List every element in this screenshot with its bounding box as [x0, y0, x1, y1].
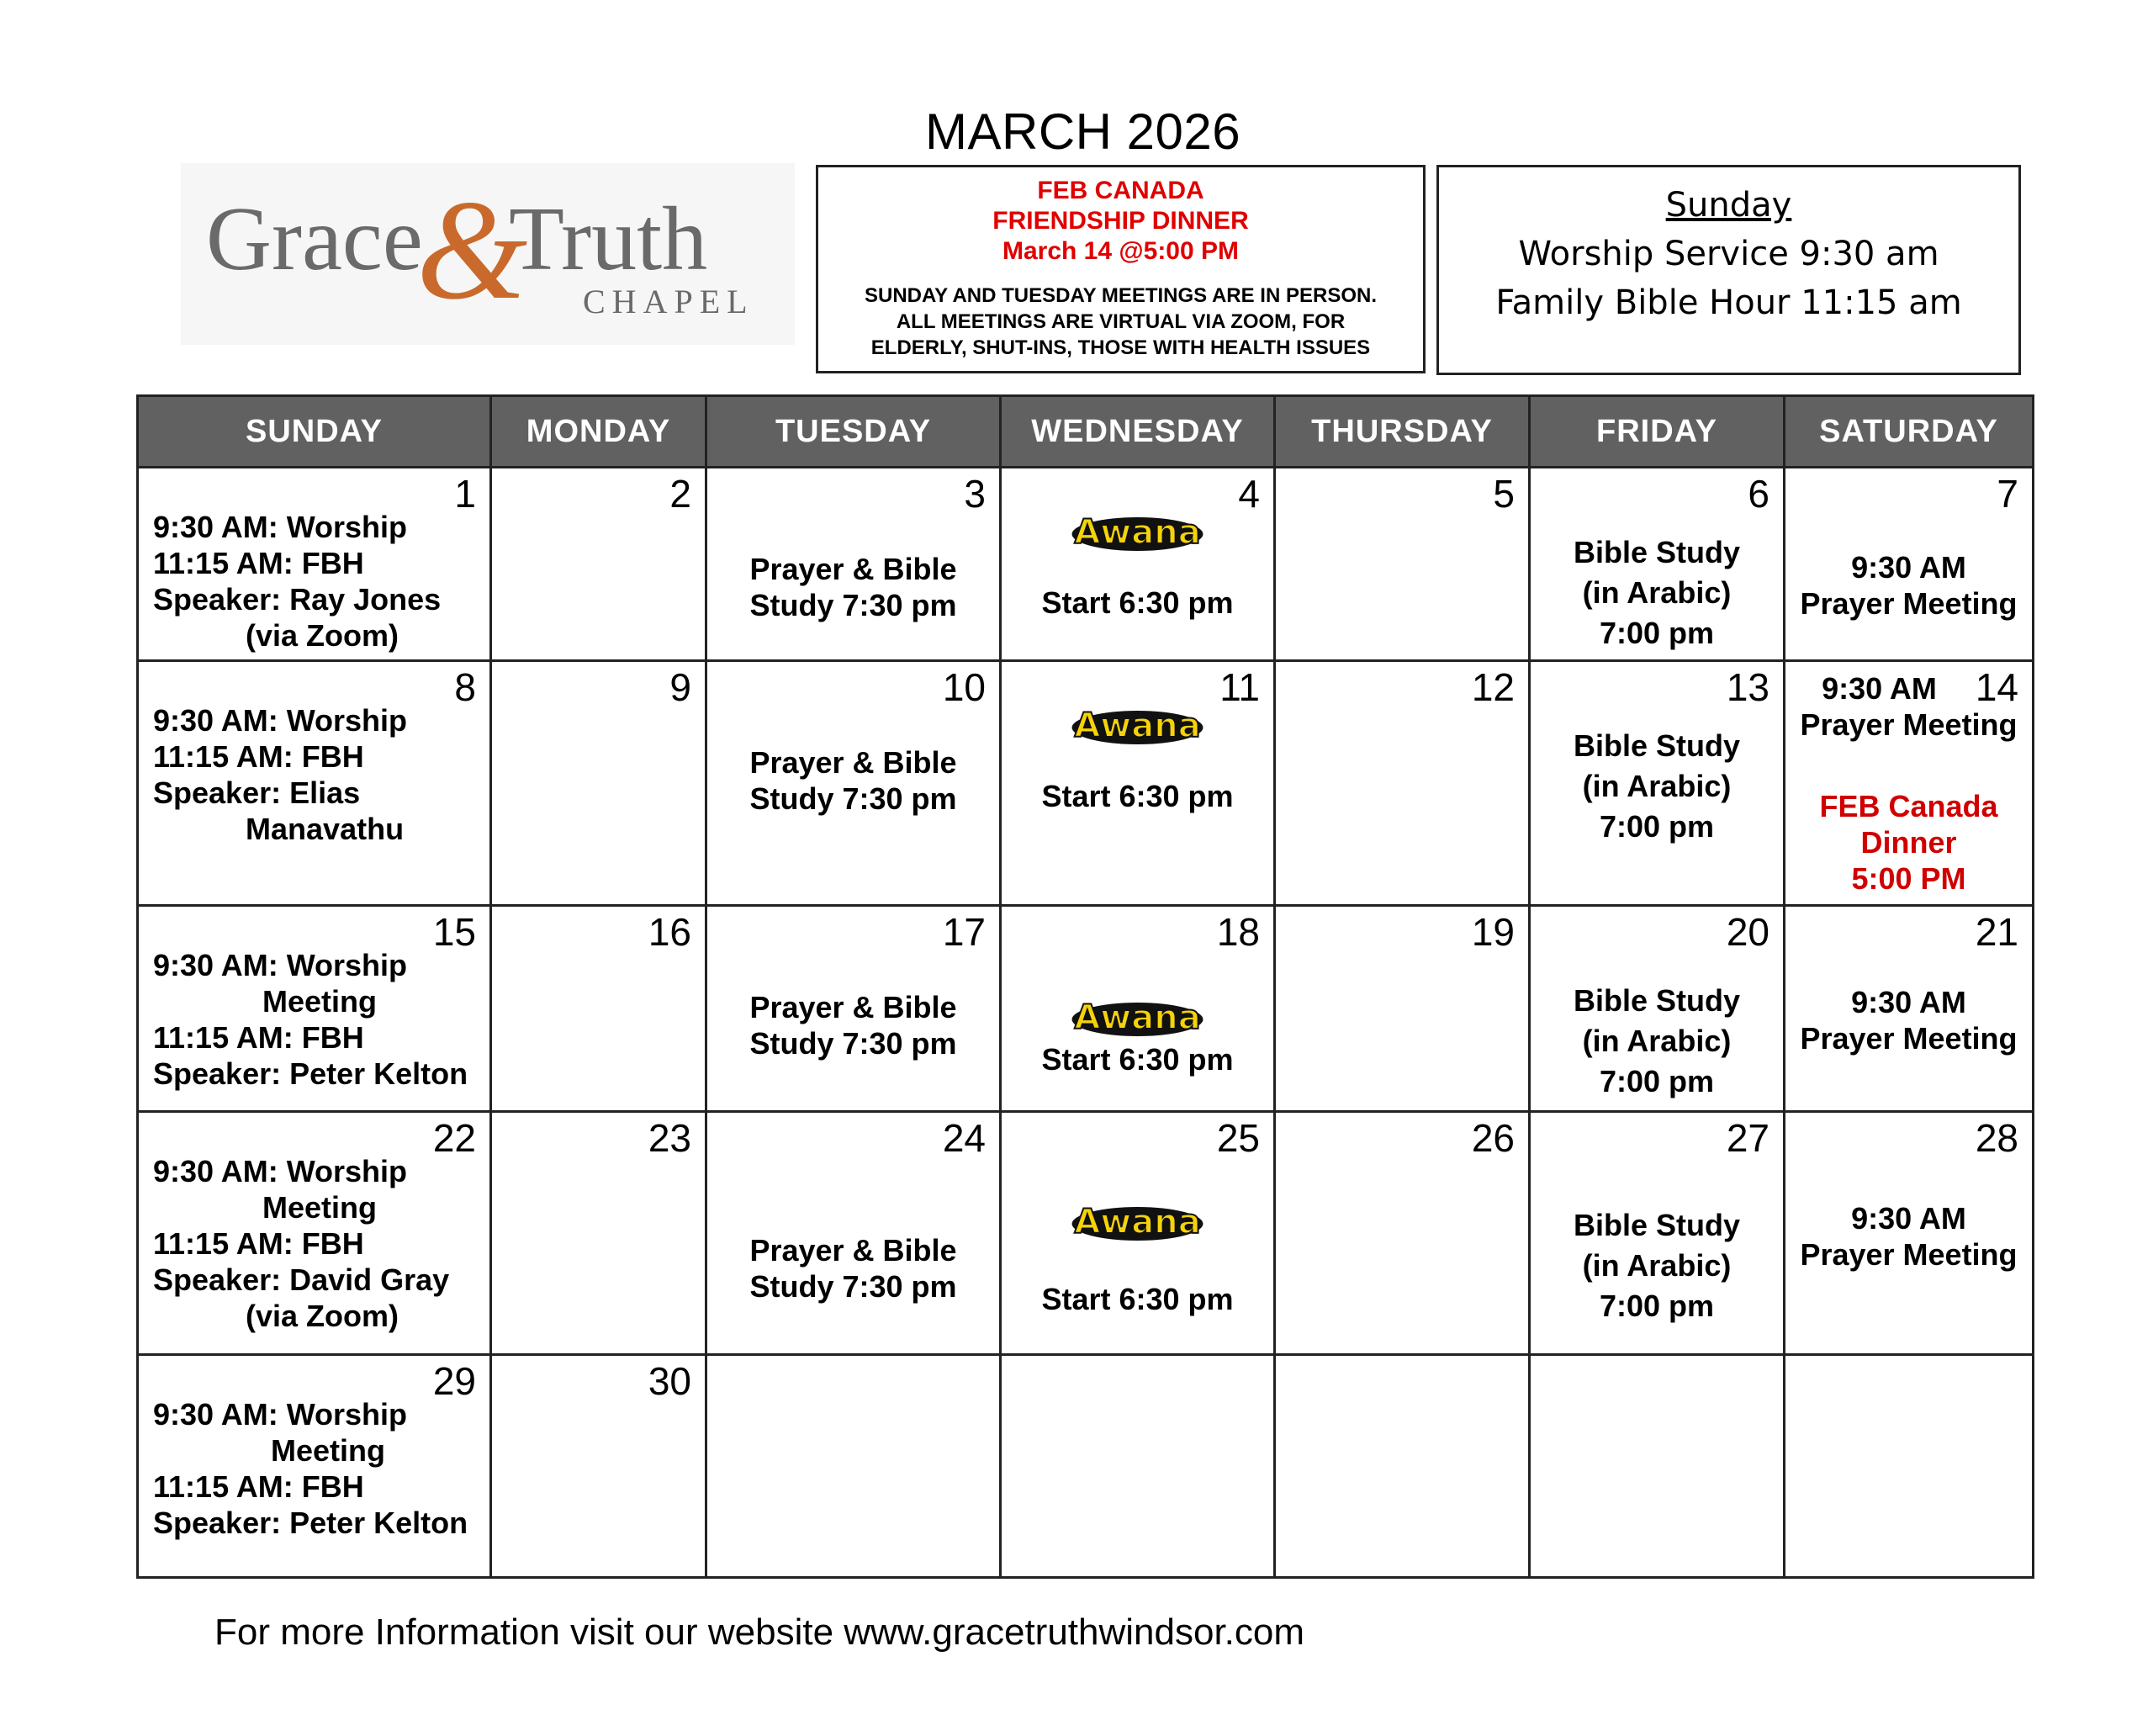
day-cell	[706, 1112, 1001, 1354]
event-line: 9:30 AM: Worship	[153, 703, 408, 738]
awana-start-time: Start 6:30 pm	[1041, 1282, 1234, 1317]
notice-red-line: FRIENDSHIP DINNER	[992, 207, 1249, 235]
weekday-header-row	[138, 396, 2034, 468]
day-number: 26	[1471, 1116, 1515, 1161]
event-line: (in Arabic)	[1582, 1023, 1732, 1058]
arabic-bible-study	[1531, 532, 1783, 654]
event-line: 5:00 PM	[1851, 861, 1966, 897]
awana-text: Awana	[1073, 707, 1201, 746]
day-cell	[491, 468, 706, 661]
event-line: Meeting	[153, 1190, 378, 1225]
event-line: Prayer Meeting	[1800, 707, 2018, 743]
day-number: 17	[942, 909, 986, 954]
page-title: MARCH 2026	[925, 103, 1241, 160]
feb-canada-dinner	[1785, 788, 2032, 897]
event-line: Dinner	[1860, 825, 1957, 860]
event-line: 7:00 pm	[1599, 1289, 1715, 1324]
day-number: 9	[669, 665, 691, 710]
day-number: 27	[1726, 1116, 1769, 1161]
event-line: Prayer & Bible	[749, 745, 957, 781]
dinner-notice	[816, 165, 1426, 373]
notice-line: ELDERLY, SHUT-INS, THOSE WITH HEALTH ISSUES	[870, 336, 1371, 359]
sunday-service-box	[1436, 165, 2021, 375]
day-cell	[1785, 468, 2034, 661]
service-heading: Sunday	[1665, 186, 1792, 225]
day-cell	[1530, 468, 1785, 661]
day-cell	[491, 1354, 706, 1577]
logo-word-truth: Truth	[509, 189, 708, 289]
week-row	[138, 1354, 2034, 1577]
event-line: 9:30 AM: Worship	[153, 1396, 408, 1432]
weekday-header: FRIDAY	[1530, 396, 1785, 468]
day-cell	[1530, 905, 1785, 1111]
notice-red-line: March 14 @5:00 PM	[1002, 237, 1240, 265]
day-cell	[491, 661, 706, 905]
day-number: 28	[1975, 1116, 2018, 1161]
notice-meeting-info	[818, 283, 1423, 361]
event-line: FEB Canada	[1819, 789, 1998, 824]
event-line: Prayer Meeting	[1800, 1020, 2018, 1056]
day-cell	[138, 1112, 491, 1354]
event-line: Bible Study	[1573, 535, 1741, 569]
day-cell	[1785, 1354, 2034, 1577]
awana-logo	[1068, 991, 1207, 1045]
prayer-meeting	[1785, 670, 2032, 743]
awana-logo	[1068, 505, 1207, 559]
event-line: 9:30 AM	[1851, 984, 1966, 1019]
event-line: Bible Study	[1573, 1208, 1741, 1243]
day-cell	[138, 905, 491, 1111]
notice-line: SUNDAY AND TUESDAY MEETINGS ARE IN PERSON.	[864, 284, 1377, 307]
event-line: Prayer & Bible	[749, 1233, 957, 1268]
event-line: (via Zoom)	[153, 618, 399, 653]
day-cell	[1275, 1112, 1530, 1354]
event-line: Speaker: Peter Kelton	[153, 1056, 468, 1091]
event-line: 11:15 AM: FBH	[153, 1226, 364, 1262]
day-cell	[1785, 905, 2034, 1111]
sunday-events	[153, 1396, 468, 1541]
day-cell	[1275, 661, 1530, 905]
prayer-bible-study	[707, 989, 999, 1061]
weekday-header: SATURDAY	[1785, 396, 2034, 468]
day-cell	[1275, 1354, 1530, 1577]
event-line: 9:30 AM: Worship	[153, 947, 408, 982]
day-number: 10	[942, 665, 986, 710]
day-number: 8	[454, 665, 476, 710]
prayer-meeting	[1785, 549, 2032, 622]
day-number: 6	[1748, 472, 1769, 516]
day-number: 23	[648, 1116, 691, 1161]
day-cell	[706, 468, 1001, 661]
prayer-meeting	[1785, 984, 2032, 1056]
day-number: 1	[454, 472, 476, 516]
event-line: Prayer Meeting	[1800, 1237, 2018, 1273]
awana-start-time: Start 6:30 pm	[1041, 585, 1234, 620]
day-cell	[1530, 1354, 1785, 1577]
day-number: 18	[1216, 909, 1260, 954]
sunday-events	[153, 702, 407, 847]
event-line: Speaker: Peter Kelton	[153, 1505, 468, 1540]
sunday-events	[153, 947, 468, 1092]
prayer-bible-study	[707, 744, 999, 817]
event-line: 7:00 pm	[1599, 1063, 1715, 1098]
arabic-bible-study	[1531, 726, 1783, 847]
event-line: 11:15 AM: FBH	[153, 739, 364, 775]
day-cell	[1001, 468, 1275, 661]
day-cell	[1275, 468, 1530, 661]
day-cell	[491, 1112, 706, 1354]
weekday-header: THURSDAY	[1275, 396, 1530, 468]
event-line: (in Arabic)	[1582, 1248, 1732, 1283]
event-line: 7:00 pm	[1599, 616, 1715, 650]
day-number: 21	[1975, 909, 2018, 954]
day-number: 16	[648, 909, 691, 954]
event-line: Speaker: David Gray	[153, 1262, 450, 1298]
sunday-events	[153, 1153, 449, 1334]
event-line: 9:30 AM: Worship	[153, 510, 408, 544]
event-line: 9:30 AM: Worship	[153, 1154, 408, 1189]
event-line: 9:30 AM	[1822, 671, 1937, 707]
awana-logo	[1068, 699, 1207, 753]
event-line: 11:15 AM: FBH	[153, 1469, 364, 1504]
day-cell	[138, 1354, 491, 1577]
event-line: Prayer Meeting	[1800, 586, 2018, 621]
event-line: Prayer & Bible	[749, 989, 957, 1024]
week-row	[138, 1112, 2034, 1354]
event-line: 11:15 AM: FBH	[153, 1019, 364, 1055]
day-cell	[491, 905, 706, 1111]
awana-text: Awana	[1073, 513, 1201, 552]
day-number: 20	[1726, 909, 1769, 954]
day-number: 7	[1997, 472, 2018, 516]
day-cell	[138, 661, 491, 905]
event-line: Speaker: Elias	[153, 775, 361, 811]
day-number: 12	[1471, 665, 1515, 710]
service-line: Family Bible Hour 11:15 am	[1495, 283, 1962, 322]
event-line: Speaker: Ray Jones	[153, 582, 442, 617]
logo-sub: CHAPEL	[583, 283, 754, 320]
event-line: Study 7:30 pm	[749, 1025, 957, 1061]
event-line: Study 7:30 pm	[749, 781, 957, 817]
event-line: Prayer & Bible	[749, 552, 957, 586]
prayer-meeting	[1785, 1200, 2032, 1273]
awana-logo	[1068, 1195, 1207, 1249]
day-cell	[706, 1354, 1001, 1577]
day-number: 3	[964, 472, 986, 516]
event-line: Bible Study	[1573, 982, 1741, 1018]
week-row	[138, 661, 2034, 905]
logo-ampersand: &	[416, 171, 528, 329]
day-number: 25	[1216, 1116, 1260, 1161]
event-line: Study 7:30 pm	[749, 1269, 957, 1305]
notice-red-line: FEB CANADA	[1037, 177, 1204, 204]
awana-start-time: Start 6:30 pm	[1041, 1041, 1234, 1077]
day-number: 30	[648, 1358, 691, 1403]
calendar-grid	[136, 394, 2034, 1579]
day-number: 11	[1219, 665, 1260, 710]
arabic-bible-study	[1531, 981, 1783, 1102]
weekday-header: WEDNESDAY	[1001, 396, 1275, 468]
event-line: 11:15 AM: FBH	[153, 546, 364, 580]
day-cell	[1785, 661, 2034, 905]
awana-text: Awana	[1073, 998, 1201, 1037]
day-cell	[706, 661, 1001, 905]
day-number: 4	[1238, 472, 1260, 516]
day-number: 29	[432, 1358, 476, 1403]
day-cell	[1275, 905, 1530, 1111]
day-number: 15	[432, 909, 476, 954]
event-line: Manavathu	[153, 812, 405, 847]
event-line: Study 7:30 pm	[749, 588, 957, 622]
event-line: Meeting	[153, 983, 378, 1019]
service-line: Worship Service 9:30 am	[1518, 235, 1939, 273]
notice-line: ALL MEETINGS ARE VIRTUAL VIA ZOOM, FOR	[896, 310, 1346, 333]
day-cell	[1530, 1112, 1785, 1354]
week-row	[138, 905, 2034, 1111]
event-line: 9:30 AM	[1851, 550, 1966, 585]
weekday-header: MONDAY	[491, 396, 706, 468]
event-line: (in Arabic)	[1582, 769, 1732, 804]
awana-start-time: Start 6:30 pm	[1041, 779, 1234, 814]
event-line: Meeting	[153, 1432, 386, 1468]
day-cell	[706, 905, 1001, 1111]
day-cell	[1785, 1112, 2034, 1354]
day-cell	[1001, 661, 1275, 905]
event-line: Bible Study	[1573, 728, 1741, 764]
day-number: 19	[1471, 909, 1515, 954]
weekday-header: SUNDAY	[138, 396, 491, 468]
weekday-header: TUESDAY	[706, 396, 1001, 468]
day-number: 14	[1975, 665, 2018, 710]
event-line: 7:00 pm	[1599, 809, 1715, 844]
day-cell	[1001, 1112, 1275, 1354]
day-number: 24	[942, 1116, 986, 1161]
arabic-bible-study	[1531, 1205, 1783, 1326]
week-row	[138, 468, 2034, 661]
event-line: 9:30 AM	[1851, 1201, 1966, 1236]
day-number: 5	[1493, 472, 1515, 516]
sunday-events	[153, 509, 441, 654]
day-cell	[1530, 661, 1785, 905]
event-line: (in Arabic)	[1582, 575, 1732, 610]
event-line: (via Zoom)	[153, 1299, 399, 1334]
footer-website-note: For more Information visit our website www.gracetruthwindsor.com	[214, 1612, 1305, 1653]
day-cell	[1001, 1354, 1275, 1577]
prayer-bible-study	[707, 1232, 999, 1305]
awana-text: Awana	[1073, 1203, 1201, 1242]
day-number: 2	[669, 472, 691, 516]
day-number: 13	[1726, 665, 1769, 710]
day-cell	[1001, 905, 1275, 1111]
prayer-bible-study	[707, 551, 999, 623]
day-cell	[138, 468, 491, 661]
chapel-logo	[181, 163, 795, 345]
logo-word-grace: Grace	[206, 189, 423, 289]
day-number: 22	[432, 1116, 476, 1161]
